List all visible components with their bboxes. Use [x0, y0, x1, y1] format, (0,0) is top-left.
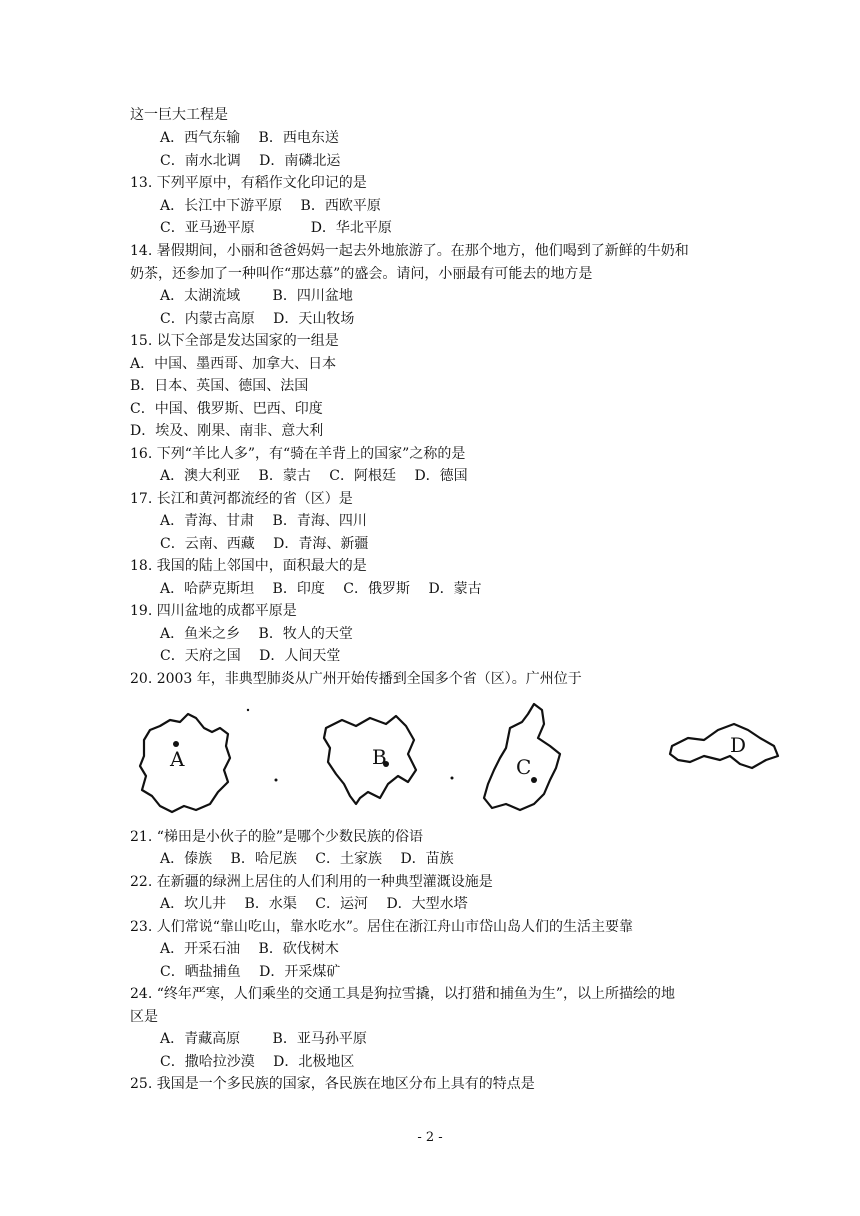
question-22: 22. 在新疆的绿洲上居住的人们利用的一种典型灌溉设施是 [130, 874, 493, 890]
answer-options: C．晒盐捕鱼 D．开采煤矿 [160, 964, 341, 980]
answer-options: A．太湖流域 B．四川盆地 [160, 288, 353, 304]
answer-options: A．傣族 B．哈尼族 C．土家族 D．苗族 [160, 851, 454, 867]
question-21: 21. “梯田是小伙子的脸”是哪个少数民族的俗语 [130, 829, 424, 845]
province-a-outline [140, 714, 230, 812]
map-label-d: D [730, 733, 747, 757]
answer-options: C．南水北调 D．南磷北运 [160, 153, 341, 169]
question-24: 24. “终年严寒，人们乘坐的交通工具是狗拉雪撬，以打猎和捕鱼为生”，以上所描绘的地 [130, 986, 676, 1002]
answer-options: C．亚马逊平原 D．华北平原 [160, 220, 392, 236]
answer-options: A．鱼米之乡 B．牧人的天堂 [160, 626, 353, 642]
province-outline-maps [130, 700, 790, 820]
answer-options: A．开采石油 B．砍伐树木 [160, 941, 339, 957]
stray-dot [451, 777, 454, 780]
answer-options: A．青海、甘肃 B．青海、四川 [160, 513, 367, 529]
question-13: 13. 下列平原中，有稻作文化印记的是 [130, 175, 367, 191]
question-23: 23. 人们常说“靠山吃山，靠水吃水”。居住在浙江舟山市岱山岛人们的生活主要靠 [130, 919, 634, 935]
answer-options: C．撒哈拉沙漠 D．北极地区 [160, 1054, 355, 1070]
question-14: 14. 暑假期间，小丽和爸爸妈妈一起去外地旅游了。在那个地方，他们喝到了新鲜的牛奶和 [130, 243, 689, 259]
page-number: - 2 - [417, 1130, 443, 1145]
answer-options: A．澳大利亚 B．蒙古 C．阿根廷 D．德国 [160, 468, 468, 484]
city-dot-c [531, 777, 537, 783]
answer-options: A．坎儿井 B．水渠 C．运河 D．大型水塔 [160, 896, 468, 912]
province-d-outline [670, 724, 778, 768]
answer-options: A．青藏高原 B．亚马孙平原 [160, 1031, 367, 1047]
question-20: 20. 2003 年，非典型肺炎从广州开始传播到全国多个省（区）。广州位于 [130, 671, 582, 687]
question-19: 19. 四川盆地的成都平原是 [130, 603, 297, 619]
question-16: 16. 下列“羊比人多”，有“骑在羊背上的国家”之称的是 [130, 446, 466, 462]
answer-options: A．西气东输 B．西电东送 [160, 130, 339, 146]
answer-options: C．内蒙古高原 D．天山牧场 [160, 311, 355, 327]
answer-options: C．云南、西藏 D．青海、新疆 [160, 536, 369, 552]
answer-option-c: C．中国、俄罗斯、巴西、印度 [130, 401, 323, 417]
answer-options: A．哈萨克斯坦 B．印度 C．俄罗斯 D．蒙古 [160, 581, 482, 597]
question-18: 18. 我国的陆上邻国中，面积最大的是 [130, 558, 367, 574]
map-label-b: B [372, 745, 387, 769]
answer-option-b: B．日本、英国、德国、法国 [130, 378, 309, 394]
answer-option-a: A．中国、墨西哥、加拿大、日本 [130, 356, 337, 372]
question-15: 15. 以下全部是发达国家的一组是 [130, 333, 339, 349]
province-outlines-figure [130, 700, 790, 820]
map-label-c: C [516, 755, 532, 779]
question-24-continued: 区是 [130, 1009, 158, 1025]
stray-dot [275, 779, 278, 782]
text-line: 这一巨大工程是 [130, 107, 228, 123]
question-14-continued: 奶茶，还参加了一种叫作“那达慕”的盛会。请问，小丽最有可能去的地方是 [130, 266, 593, 282]
map-label-a: A [170, 747, 185, 771]
question-25: 25. 我国是一个多民族的国家，各民族在地区分布上具有的特点是 [130, 1076, 535, 1092]
answer-options: C．天府之国 D．人间天堂 [160, 648, 341, 664]
answer-options: A．长江中下游平原 B．西欧平原 [160, 198, 381, 214]
question-17: 17. 长江和黄河都流经的省（区）是 [130, 491, 353, 507]
province-b-outline [324, 716, 416, 804]
stray-dot [247, 709, 249, 711]
answer-option-d: D．埃及、刚果、南非、意大利 [130, 423, 324, 439]
